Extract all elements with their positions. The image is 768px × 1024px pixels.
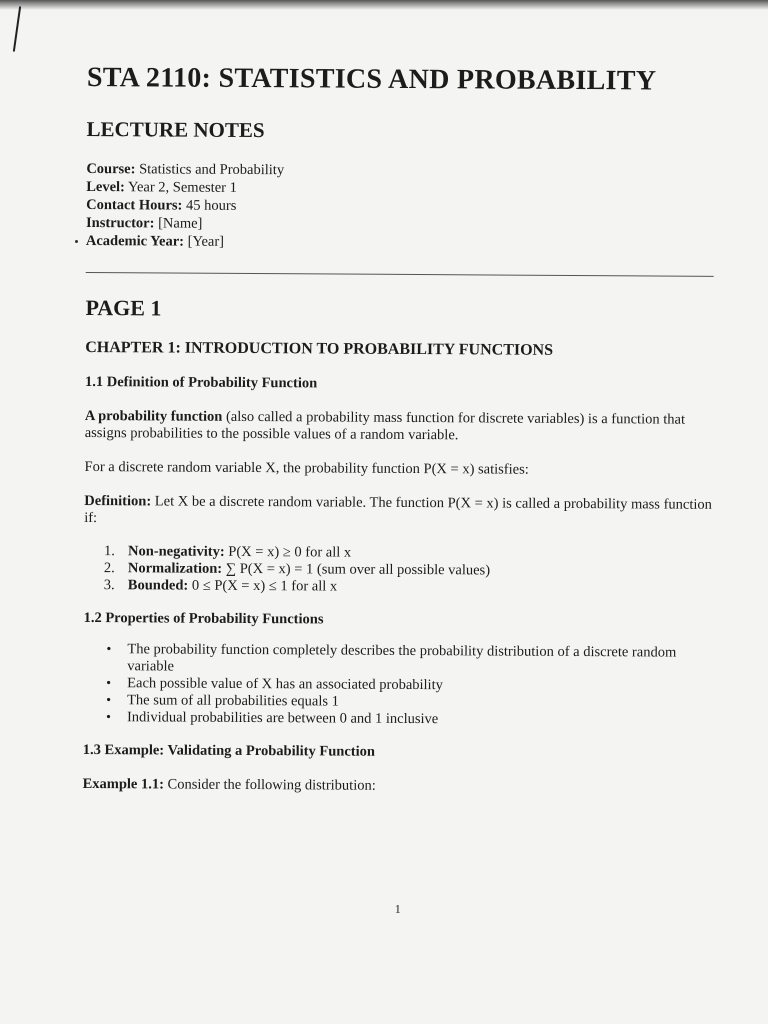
document-title: STA 2110: STATISTICS AND PROBABILITY (86, 62, 657, 97)
paragraph-definition-intro (85, 408, 717, 446)
page-number: 1 (394, 901, 401, 916)
bullet-text: The probability function completely describes the probability distribution of a discrete random variable (127, 641, 677, 675)
chapter-title: CHAPTER 1: INTRODUCTION TO PROBABILITY FUNCTIONS (85, 338, 554, 359)
scan-speck (75, 240, 78, 243)
definition-label: Definition: (84, 492, 152, 510)
definition-text: Let X be a discrete random variable. The function P(X = x) is called a probability mass function if: (84, 493, 712, 527)
bullet-text: The sum of all probabilities equals 1 (127, 692, 339, 710)
meta-value: Year 2, Semester 1 (127, 179, 237, 196)
bold-term: A probability function (84, 407, 223, 425)
conditions-list (84, 543, 716, 598)
meta-value: [Year] (187, 233, 225, 250)
section-heading-1-2: 1.2 Properties of Probability Functions (83, 609, 324, 628)
meta-label: Instructor: (85, 214, 155, 232)
example-label: Example 1.1: (82, 775, 164, 793)
list-item (103, 641, 715, 679)
meta-value: [Name] (158, 215, 203, 232)
bullet-icon: • (105, 710, 111, 726)
list-item (104, 577, 716, 598)
list-number: 3. (103, 577, 115, 594)
meta-label: Course: (86, 160, 136, 178)
bullet-icon: • (106, 676, 112, 692)
condition-label: Non-negativity: (127, 543, 225, 560)
example-text: Consider the following distribution: (163, 776, 376, 794)
condition-label: Bounded: (127, 577, 189, 594)
meta-academic-year (86, 232, 718, 254)
meta-value: 45 hours (185, 197, 237, 214)
meta-label: Level: (86, 178, 125, 196)
paragraph-definition (84, 493, 716, 531)
paragraph-discrete: For a discrete random variable X, the probability function P(X = x) satisfies: (84, 458, 529, 478)
divider (86, 272, 714, 277)
paragraph-text: (also called a probability mass function for discrete variables) is a function that assigns probabilities to the possible values of a random variable. (84, 408, 686, 444)
condition-label: Normalization: (127, 560, 223, 577)
page-heading: PAGE 1 (85, 294, 162, 321)
condition-text: P(X = x) ≥ 0 for all x (224, 543, 352, 561)
condition-text: 0 ≤ P(X = x) ≤ 1 for all x (188, 577, 338, 595)
pen-mark (13, 6, 21, 52)
document-page (82, 62, 719, 916)
list-number: 1. (103, 543, 115, 560)
bullet-icon: • (106, 642, 112, 658)
meta-value: Statistics and Probability (139, 161, 285, 179)
document-subtitle: LECTURE NOTES (86, 116, 265, 143)
list-number: 2. (103, 560, 115, 577)
condition-text: ∑ P(X = x) = 1 (sum over all possible values) (222, 560, 491, 579)
meta-label: Academic Year: (85, 232, 185, 250)
section-heading-1-1: 1.1 Definition of Probability Function (84, 373, 318, 392)
bullet-text: Each possible value of X has an associated probability (127, 675, 443, 694)
course-info (86, 160, 719, 254)
meta-label: Contact Hours: (86, 196, 183, 214)
scan-shadow (0, 0, 768, 10)
properties-list (83, 641, 716, 730)
paragraph-example (83, 776, 715, 797)
list-item (103, 709, 715, 730)
bullet-text: Individual probabilities are between 0 and 1 inclusive (126, 709, 439, 728)
section-heading-1-3: 1.3 Example: Validating a Probability Function (82, 741, 376, 760)
bullet-icon: • (106, 693, 112, 709)
